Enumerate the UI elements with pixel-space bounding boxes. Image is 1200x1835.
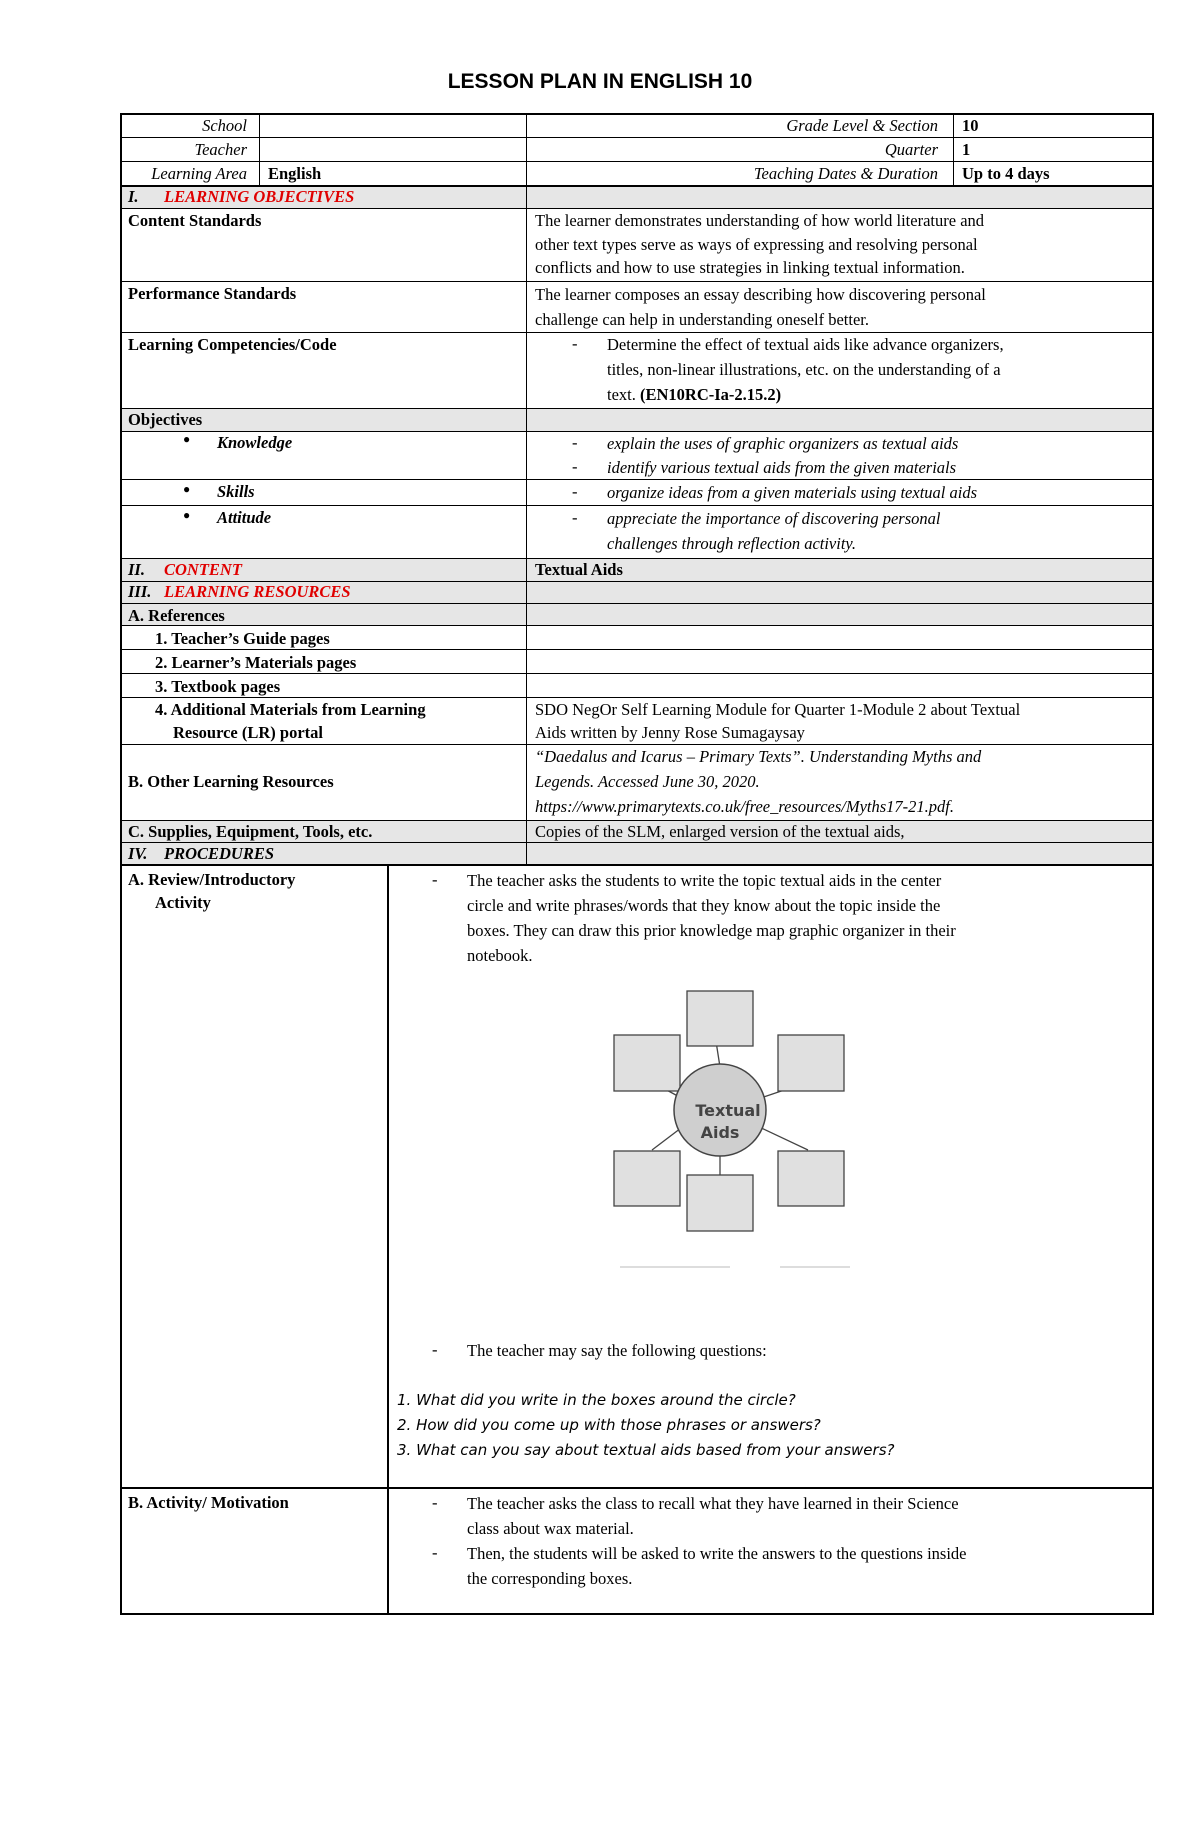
row-line bbox=[120, 673, 1154, 674]
row-line bbox=[120, 208, 1154, 209]
motivation-line: class about wax material. bbox=[467, 1519, 634, 1538]
dash-bullet: - bbox=[572, 334, 578, 353]
col-line bbox=[526, 113, 527, 865]
references-label: A. References bbox=[128, 606, 225, 625]
knowledge-label: Knowledge bbox=[217, 433, 293, 452]
section-iii-title: LEARNING RESOURCES bbox=[164, 582, 351, 601]
additional-materials-label: 4. Additional Materials from Learning bbox=[155, 700, 426, 719]
organizer-box-upper-right bbox=[778, 1035, 844, 1091]
other-resources-label: B. Other Learning Resources bbox=[128, 772, 334, 791]
row-line bbox=[120, 625, 1154, 626]
row-line bbox=[120, 505, 1154, 506]
performance-standards-line: The learner composes an essay describing how discovering personal bbox=[535, 285, 986, 304]
tg-label: 1. Teacher’s Guide pages bbox=[155, 629, 330, 648]
other-resources-line: “Daedalus and Icarus – Primary Texts”. Understanding Myths and bbox=[535, 747, 982, 766]
review-activity-line: The teacher asks the students to write the topic textual aids in the center bbox=[467, 871, 942, 890]
row-line bbox=[120, 408, 1154, 409]
dash-bullet: - bbox=[572, 433, 578, 452]
additional-materials-value: Aids written by Jenny Rose Sumagaysay bbox=[535, 723, 805, 742]
section-i-number: I. bbox=[128, 187, 139, 206]
dash-bullet: - bbox=[572, 482, 578, 501]
knowledge-item: explain the uses of graphic organizers as textual aids bbox=[607, 434, 959, 453]
teacher-label: Teacher bbox=[194, 140, 247, 159]
row-line bbox=[120, 137, 1154, 138]
content-row-shade bbox=[122, 559, 1153, 581]
content-value: Textual Aids bbox=[535, 560, 623, 579]
row-line bbox=[120, 332, 1154, 333]
dash-bullet: - bbox=[432, 1340, 438, 1359]
dates-value: Up to 4 days bbox=[962, 164, 1050, 183]
diagram-center-text: Textual bbox=[695, 1101, 761, 1120]
row-line bbox=[120, 281, 1154, 282]
competency-code: (EN10RC-Ia-2.15.2) bbox=[640, 385, 782, 404]
area-value: English bbox=[268, 164, 322, 183]
competency-line-last bbox=[607, 384, 781, 405]
page-title: LESSON PLAN IN ENGLISH 10 bbox=[447, 70, 753, 93]
review-activity-label: Activity bbox=[155, 893, 211, 912]
grade-label: Grade Level & Section bbox=[786, 116, 938, 135]
row-line bbox=[120, 697, 1154, 698]
procedures-header-shade bbox=[122, 842, 1153, 864]
row-line bbox=[120, 479, 1154, 480]
organizer-box-upper-left bbox=[614, 1035, 680, 1091]
review-activity-line: notebook. bbox=[467, 946, 533, 965]
objectives-row-shade bbox=[122, 409, 1153, 431]
additional-materials-label: Resource (LR) portal bbox=[173, 723, 323, 742]
attitude-line: appreciate the importance of discovering personal bbox=[607, 509, 941, 528]
col-line bbox=[953, 113, 954, 186]
additional-materials-value: SDO NegOr Self Learning Module for Quarter 1-Module 2 about Textual bbox=[535, 700, 1021, 719]
section-iii-number: III. bbox=[128, 582, 152, 601]
row-line bbox=[120, 1487, 1154, 1489]
supplies-value: Copies of the SLM, enlarged version of the textual aids, bbox=[535, 822, 905, 841]
row-line bbox=[120, 649, 1154, 650]
table-border-top bbox=[120, 113, 1154, 115]
connector-line bbox=[755, 1125, 808, 1150]
references-row-shade bbox=[122, 603, 1153, 625]
knowledge-item: identify various textual aids from the given materials bbox=[607, 458, 957, 477]
question-item: 1. What did you write in the boxes around the circle? bbox=[397, 1391, 796, 1409]
question-item: 2. How did you come up with those phrases or answers? bbox=[397, 1416, 821, 1434]
section-i-title: LEARNING OBJECTIVES bbox=[164, 187, 355, 206]
content-standards-line: other text types serve as ways of expressing and resolving personal bbox=[535, 235, 978, 254]
row-line bbox=[120, 161, 1154, 162]
row-line bbox=[120, 864, 1154, 866]
objectives-label: Objectives bbox=[128, 410, 203, 429]
section-iv-number: IV. bbox=[128, 844, 148, 863]
attitude-line: challenges through reflection activity. bbox=[607, 534, 856, 553]
review-activity-label: A. Review/Introductory bbox=[128, 870, 296, 889]
table-border-bottom bbox=[120, 1613, 1154, 1615]
competencies-label: Learning Competencies/Code bbox=[128, 335, 337, 354]
bullet-dot: ● bbox=[183, 508, 191, 522]
performance-standards-line: challenge can help in understanding oneself better. bbox=[535, 310, 870, 329]
section-ii-title: CONTENT bbox=[164, 560, 242, 579]
dash-bullet: - bbox=[572, 457, 578, 476]
bullet-dot: ● bbox=[183, 432, 191, 446]
motivation-label: B. Activity/ Motivation bbox=[128, 1493, 289, 1512]
content-standards-line: The learner demonstrates understanding of how world literature and bbox=[535, 211, 985, 230]
row-line bbox=[120, 744, 1154, 745]
supplies-label: C. Supplies, Equipment, Tools, etc. bbox=[128, 822, 373, 841]
organizer-box-lower-left bbox=[614, 1151, 680, 1206]
performance-standards-label: Performance Standards bbox=[128, 284, 297, 303]
question-item: 3. What can you say about textual aids based from your answers? bbox=[397, 1441, 895, 1459]
motivation-line: the corresponding boxes. bbox=[467, 1569, 633, 1588]
col-line bbox=[259, 113, 260, 186]
dash-bullet: - bbox=[432, 1493, 438, 1512]
lm-label: 2. Learner’s Materials pages bbox=[155, 653, 357, 672]
content-standards-label: Content Standards bbox=[128, 211, 262, 230]
school-label: School bbox=[202, 116, 247, 135]
diagram-center-text: Aids bbox=[700, 1123, 740, 1142]
quarter-value: 1 bbox=[962, 140, 971, 159]
other-resources-line: Legends. Accessed June 30, 2020. bbox=[535, 772, 760, 791]
dates-label: Teaching Dates & Duration bbox=[753, 164, 938, 183]
organizer-box-bottom bbox=[687, 1175, 753, 1231]
quarter-label: Quarter bbox=[884, 140, 938, 159]
bullet-dot: ● bbox=[183, 482, 191, 496]
other-resources-link[interactable]: https://www.primarytexts.co.uk/free_resources/Myths17-21.pdf. bbox=[535, 797, 955, 816]
textbook-label: 3. Textbook pages bbox=[155, 677, 281, 696]
section-ii-number: II. bbox=[128, 560, 145, 579]
row-line bbox=[120, 842, 1154, 843]
dash-bullet: - bbox=[432, 1543, 438, 1562]
competency-text: text. bbox=[607, 385, 640, 404]
attitude-label: Attitude bbox=[217, 508, 272, 527]
skills-item: organize ideas from a given materials using textual aids bbox=[607, 483, 978, 502]
col-line bbox=[387, 865, 389, 1615]
dash-bullet: - bbox=[572, 508, 578, 527]
grade-value: 10 bbox=[962, 116, 979, 135]
graphic-organizer-diagram bbox=[600, 975, 880, 1275]
row-line bbox=[120, 558, 1154, 559]
organizer-box-top bbox=[687, 991, 753, 1046]
organizer-box-lower-right bbox=[778, 1151, 844, 1206]
motivation-line: The teacher asks the class to recall what they have learned in their Science bbox=[467, 1494, 959, 1513]
competency-line: Determine the effect of textual aids like advance organizers, bbox=[607, 335, 1004, 354]
motivation-line: Then, the students will be asked to write the answers to the questions inside bbox=[467, 1544, 967, 1563]
skills-label: Skills bbox=[217, 482, 255, 501]
section-iv-title: PROCEDURES bbox=[164, 844, 275, 863]
review-activity-line: boxes. They can draw this prior knowledge map graphic organizer in their bbox=[467, 921, 956, 940]
area-label: Learning Area bbox=[151, 164, 247, 183]
row-line bbox=[120, 603, 1154, 604]
dash-bullet: - bbox=[432, 870, 438, 889]
review-activity-line: circle and write phrases/words that they know about the topic inside the bbox=[467, 896, 941, 915]
content-standards-line: conflicts and how to use strategies in linking textual information. bbox=[535, 258, 965, 277]
say-line: The teacher may say the following questions: bbox=[467, 1341, 767, 1360]
competency-line: titles, non-linear illustrations, etc. on the understanding of a bbox=[607, 360, 1001, 379]
